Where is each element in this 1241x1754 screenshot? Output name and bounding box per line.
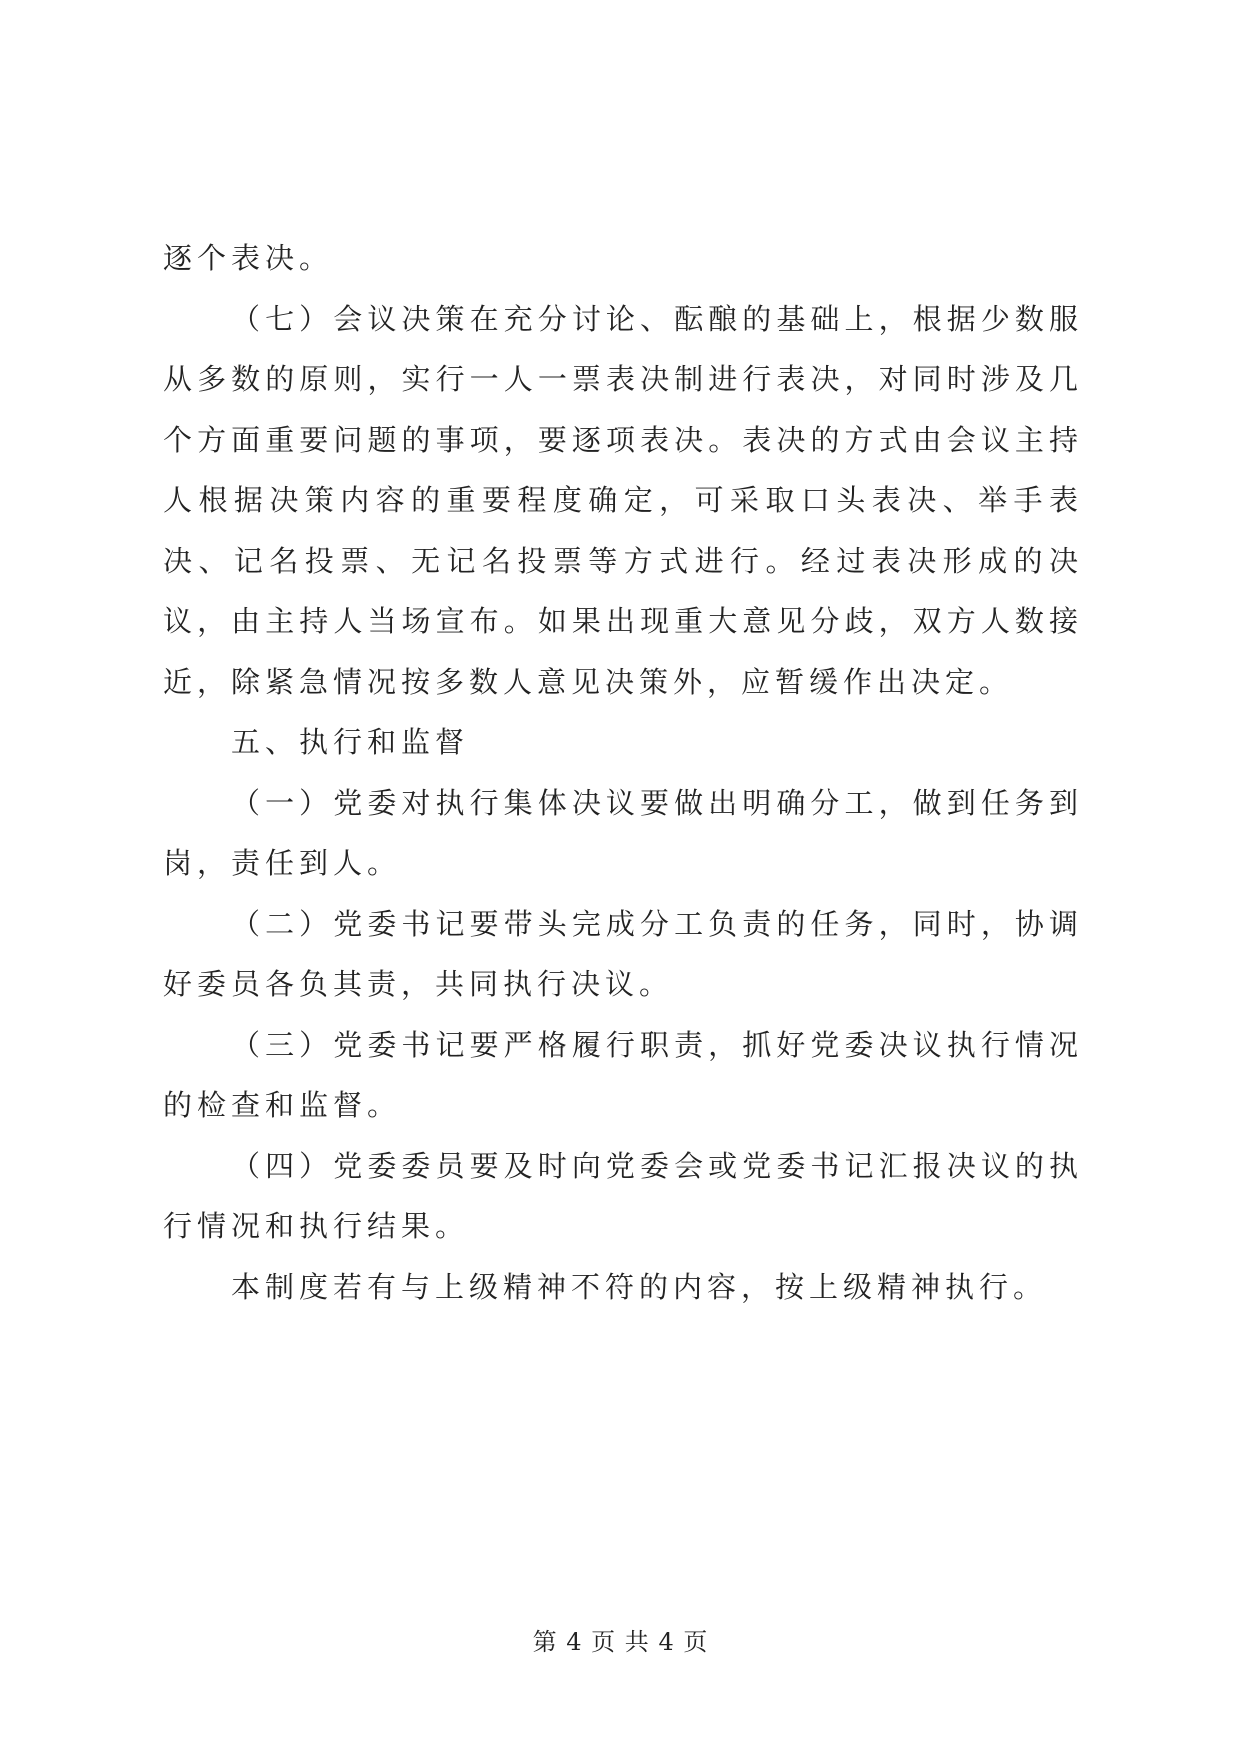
paragraph-item-one: （一）党委对执行集体决议要做出明确分工，做到任务到岗，责任到人。 [163,785,1083,880]
paragraph-item-four: （四）党委委员要及时向党委会或党委书记汇报决议的执行情况和执行结果。 [163,1148,1083,1243]
paragraph-closing: 本制度若有与上级精神不符的内容，按上级精神执行。 [231,1269,1048,1304]
section-heading-execution: 五、执行和监督 [231,725,470,759]
paragraph-item-three: （三）党委书记要严格履行职责，抓好党委决议执行情况的检查和监督。 [163,1027,1083,1122]
paragraph-continuation: 逐个表决。 [163,241,334,275]
document-body [163,228,1083,1317]
paragraph-item-seven: （七）会议决策在充分讨论、酝酿的基础上，根据少数服从多数的原则，实行一人一票表决制进行表决，对同时涉及几个方面重要问题的事项，要逐项表决。表决的方式由会议主持人根据决策内容的重要程度确定，可采取口头表决、举手表决、记名投票、无记名投票等方式进行。经过表决形成的决议，由主持人当场宣布。如果出现重大意见分歧，双方人数接近，除紧急情况按多数人意见决策外，应暂缓作出决定。 [163,301,1083,699]
page-number-footer: 第 4 页 共 4 页 [532,1628,709,1656]
paragraph-item-two: （二）党委书记要带头完成分工负责的任务，同时，协调好委员各负其责，共同执行决议。 [163,906,1083,1001]
